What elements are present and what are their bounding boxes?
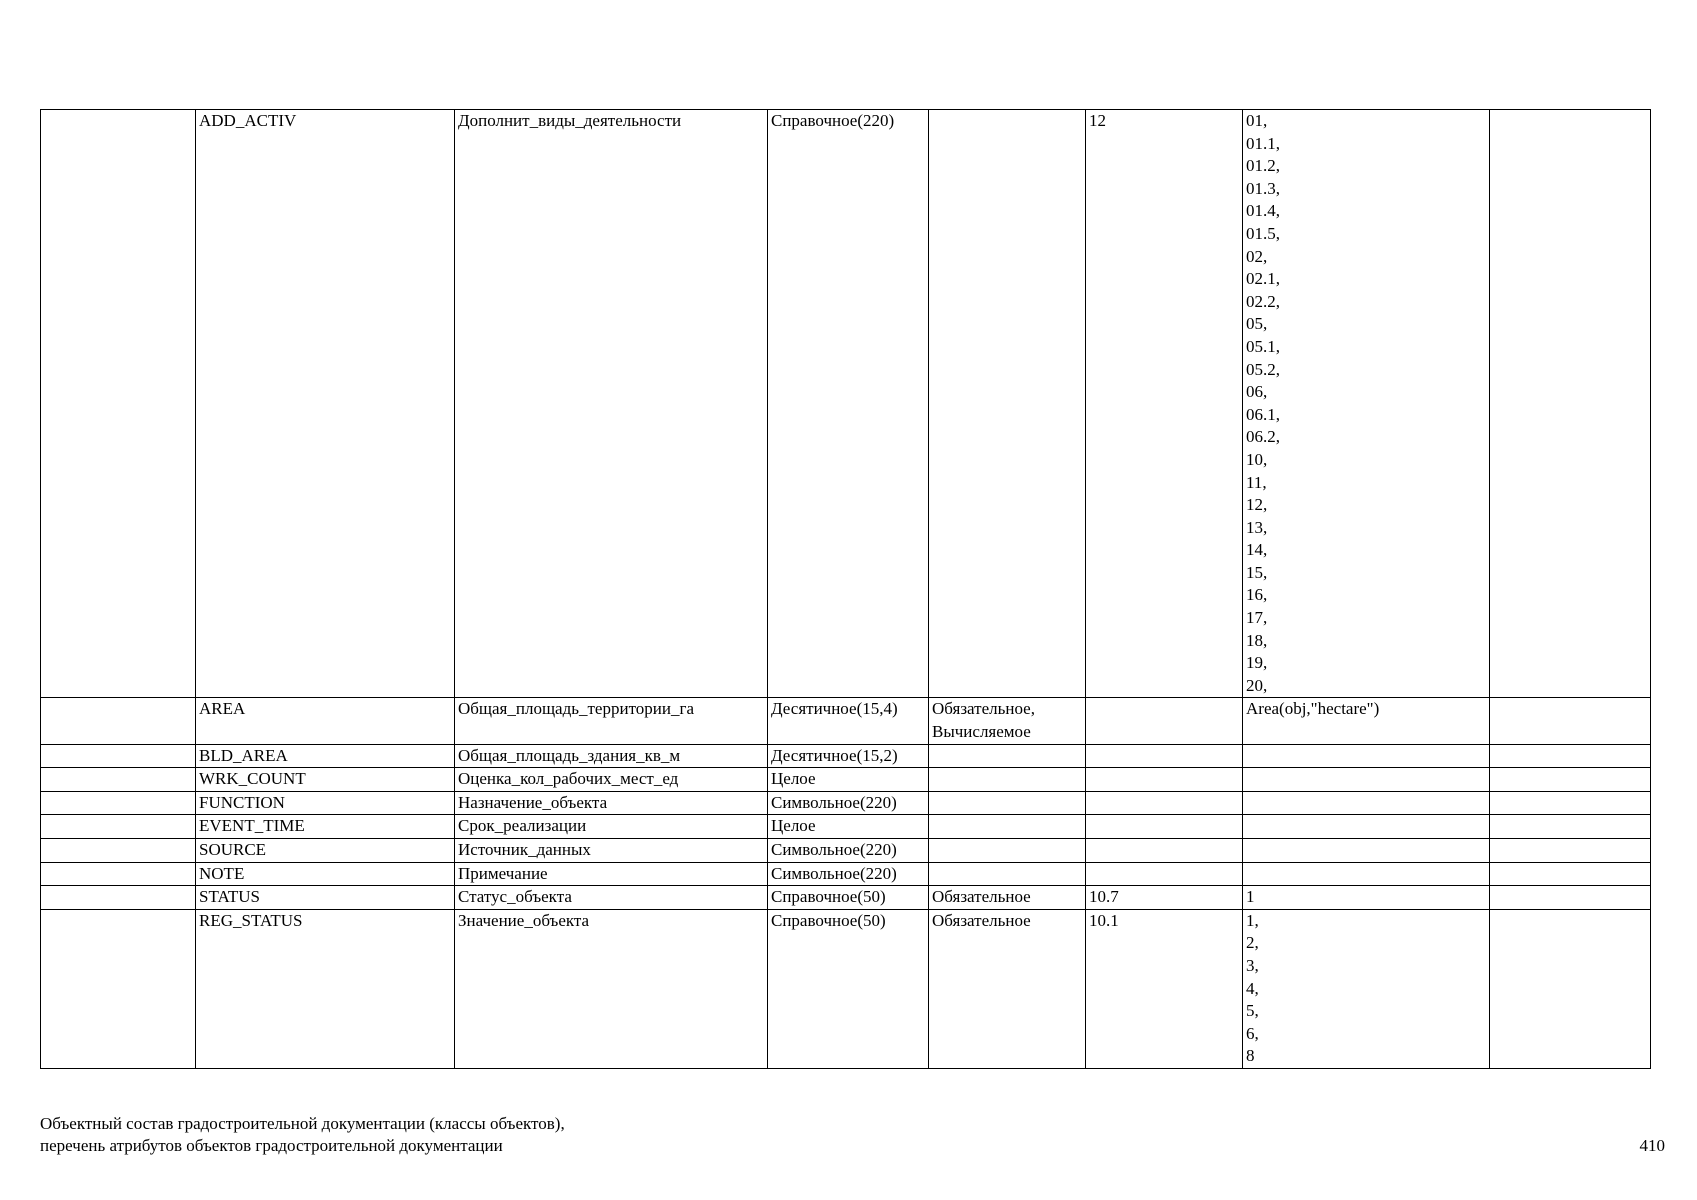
class-cell — [41, 909, 196, 1068]
attr-values-cell-item: 15, — [1246, 562, 1268, 582]
attr-name-cell: Срок_реализации — [455, 815, 768, 839]
attr-required-cell — [929, 744, 1086, 768]
attr-ref-cell — [1086, 698, 1243, 744]
attr-required-cell — [929, 862, 1086, 886]
attr-required-cell-item: Вычисляемое — [932, 722, 1031, 742]
attr-extra-cell — [1490, 110, 1651, 698]
attr-name-cell: Оценка_кол_рабочих_мест_ед — [455, 768, 768, 792]
attr-required-cell — [929, 768, 1086, 792]
attr-values-cell-item: 01.2, — [1246, 156, 1280, 176]
table-row — [41, 815, 1651, 839]
attr-values-cell-item: 06.1, — [1246, 404, 1280, 424]
attr-code-cell: FUNCTION — [196, 791, 455, 815]
attr-values-cell-item: 06, — [1246, 382, 1268, 402]
attr-type-cell: Символьное(220) — [768, 791, 929, 815]
attr-name-cell: Статус_объекта — [455, 886, 768, 910]
attr-values-cell — [1243, 791, 1490, 815]
class-cell — [41, 110, 196, 698]
attr-values-cell-item: 11, — [1246, 472, 1267, 492]
attr-code-cell: AREA — [196, 698, 455, 744]
attr-code-cell: EVENT_TIME — [196, 815, 455, 839]
attr-required-cell — [929, 909, 1086, 1068]
attr-code-cell: REG_STATUS — [196, 909, 455, 1068]
attr-ref-cell — [1086, 862, 1243, 886]
attr-values-cell-item: 05.1, — [1246, 336, 1280, 356]
attr-required-cell — [929, 698, 1086, 744]
table-row — [41, 886, 1651, 910]
attr-name-cell: Дополнит_виды_деятельности — [455, 110, 768, 698]
attr-values-cell-item: 01.4, — [1246, 201, 1280, 221]
attr-extra-cell — [1490, 815, 1651, 839]
attr-values-cell-item: 05, — [1246, 314, 1268, 334]
attr-values-cell-item: 3, — [1246, 955, 1259, 975]
attr-required-cell-item: Обязательное, — [932, 699, 1035, 719]
attr-type-cell: Целое — [768, 768, 929, 792]
attr-required-cell-item: Обязательное — [932, 910, 1031, 930]
attr-values-cell-item: Area(obj,"hectare") — [1246, 699, 1380, 719]
attr-values-cell — [1243, 909, 1490, 1068]
attr-values-cell-item: 5, — [1246, 1001, 1259, 1021]
attr-extra-cell — [1490, 791, 1651, 815]
class-cell — [41, 744, 196, 768]
table-row — [41, 744, 1651, 768]
table-row — [41, 862, 1651, 886]
footer-line-1: Объектный состав градостроительной документации (классы объектов), — [40, 1114, 565, 1133]
attr-values-cell-item: 02, — [1246, 246, 1268, 266]
table-row — [41, 698, 1651, 744]
attr-values-cell-item: 14, — [1246, 540, 1268, 560]
attr-name-cell: Общая_площадь_территории_га — [455, 698, 768, 744]
attr-required-cell-item: Обязательное — [932, 887, 1031, 907]
attr-ref-cell — [1086, 744, 1243, 768]
attr-values-cell-item: 4, — [1246, 978, 1259, 998]
attr-required-cell — [929, 110, 1086, 698]
attr-values-cell — [1243, 839, 1490, 863]
attr-ref-cell: 10.7 — [1086, 886, 1243, 910]
attr-values-cell-item: 02.1, — [1246, 269, 1280, 289]
attr-values-cell — [1243, 862, 1490, 886]
attr-type-cell: Десятичное(15,2) — [768, 744, 929, 768]
attr-values-cell — [1243, 110, 1490, 698]
attr-values-cell-item: 05.2, — [1246, 359, 1280, 379]
attr-values-cell-item: 01, — [1246, 111, 1268, 130]
attr-required-cell — [929, 815, 1086, 839]
attr-values-cell-item: 6, — [1246, 1023, 1259, 1043]
attr-extra-cell — [1490, 862, 1651, 886]
attributes-table — [40, 109, 1651, 1069]
attr-values-cell-item: 12, — [1246, 495, 1268, 515]
attr-values-cell-item: 06.2, — [1246, 427, 1280, 447]
attr-ref-cell — [1086, 839, 1243, 863]
class-cell — [41, 815, 196, 839]
attr-type-cell: Символьное(220) — [768, 839, 929, 863]
attr-code-cell: WRK_COUNT — [196, 768, 455, 792]
attr-extra-cell — [1490, 744, 1651, 768]
attr-values-cell — [1243, 886, 1490, 910]
attr-values-cell-item: 01.5, — [1246, 223, 1280, 243]
attr-values-cell — [1243, 768, 1490, 792]
attr-ref-cell: 10.1 — [1086, 909, 1243, 1068]
table-row — [41, 768, 1651, 792]
attr-values-cell-item: 18, — [1246, 630, 1268, 650]
attr-code-cell: STATUS — [196, 886, 455, 910]
attr-name-cell: Общая_площадь_здания_кв_м — [455, 744, 768, 768]
attr-type-cell: Целое — [768, 815, 929, 839]
attr-values-cell-item: 02.2, — [1246, 291, 1280, 311]
attr-code-cell: ADD_ACTIV — [196, 110, 455, 698]
attr-code-cell: NOTE — [196, 862, 455, 886]
attr-ref-cell — [1086, 768, 1243, 792]
attr-extra-cell — [1490, 698, 1651, 744]
attr-code-cell: BLD_AREA — [196, 744, 455, 768]
table-row — [41, 110, 1651, 698]
table-row — [41, 791, 1651, 815]
page-number: 410 — [1639, 1136, 1665, 1155]
table-row — [41, 909, 1651, 1068]
attr-values-cell-item: 19, — [1246, 653, 1268, 673]
attr-code-cell: SOURCE — [196, 839, 455, 863]
attr-values-cell-item: 1 — [1246, 887, 1255, 907]
attr-type-cell: Справочное(50) — [768, 909, 929, 1068]
attr-extra-cell — [1490, 886, 1651, 910]
attr-values-cell — [1243, 698, 1490, 744]
attr-values-cell-item: 8 — [1246, 1046, 1255, 1066]
attr-values-cell-item: 20, — [1246, 675, 1268, 695]
attr-extra-cell — [1490, 909, 1651, 1068]
class-cell — [41, 862, 196, 886]
attr-extra-cell — [1490, 768, 1651, 792]
attr-ref-cell — [1086, 815, 1243, 839]
attr-name-cell: Значение_объекта — [455, 909, 768, 1068]
table-row — [41, 839, 1651, 863]
attr-name-cell: Примечание — [455, 862, 768, 886]
class-cell — [41, 886, 196, 910]
attr-type-cell: Справочное(220) — [768, 110, 929, 698]
attr-values-cell — [1243, 815, 1490, 839]
footer — [40, 1113, 565, 1157]
attr-ref-cell: 12 — [1086, 110, 1243, 698]
attr-type-cell: Справочное(50) — [768, 886, 929, 910]
footer-line-2: перечень атрибутов объектов градостроительной документации — [40, 1136, 503, 1155]
attr-required-cell — [929, 886, 1086, 910]
class-cell — [41, 768, 196, 792]
attr-values-cell-item: 10, — [1246, 449, 1268, 469]
attr-type-cell: Символьное(220) — [768, 862, 929, 886]
attr-extra-cell — [1490, 839, 1651, 863]
attr-name-cell: Назначение_объекта — [455, 791, 768, 815]
attr-type-cell: Десятичное(15,4) — [768, 698, 929, 744]
class-cell — [41, 791, 196, 815]
attr-required-cell — [929, 791, 1086, 815]
class-cell — [41, 839, 196, 863]
attr-required-cell — [929, 839, 1086, 863]
attr-values-cell-item: 01.3, — [1246, 178, 1280, 198]
attr-values-cell-item: 1, — [1246, 910, 1259, 930]
attr-values-cell-item: 17, — [1246, 608, 1268, 628]
class-cell — [41, 698, 196, 744]
attr-name-cell: Источник_данных — [455, 839, 768, 863]
attr-values-cell-item: 16, — [1246, 585, 1268, 605]
attr-ref-cell — [1086, 791, 1243, 815]
attr-values-cell — [1243, 744, 1490, 768]
attr-values-cell-item: 13, — [1246, 517, 1268, 537]
table-body — [41, 110, 1651, 1069]
attr-values-cell-item: 2, — [1246, 933, 1259, 953]
attr-values-cell-item: 01.1, — [1246, 133, 1280, 153]
